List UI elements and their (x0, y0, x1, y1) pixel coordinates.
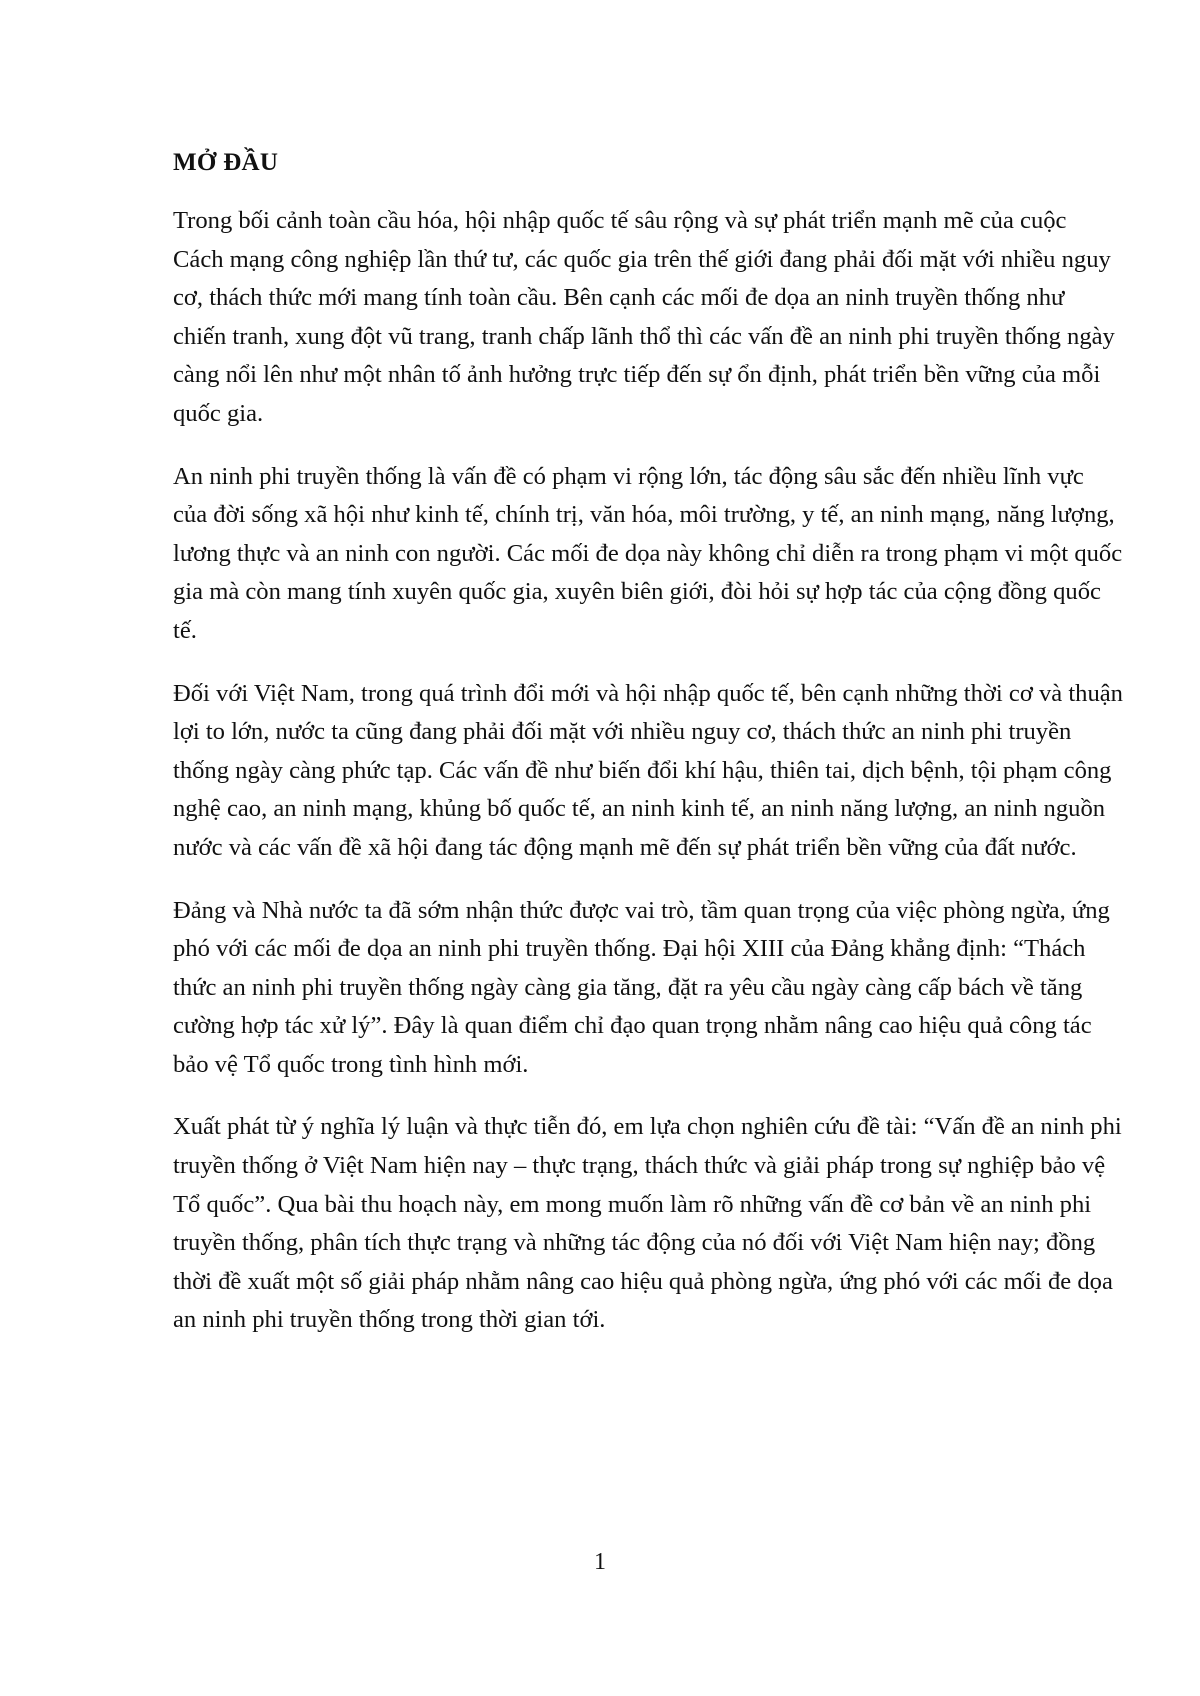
document-body (173, 148, 1123, 1364)
paragraph-4: Đảng và Nhà nước ta đã sớm nhận thức được vai trò, tầm quan trọng của việc phòng ngừa, ứng phó với các mối đe dọa an ninh phi truyền thống. Đại hội XIII của Đảng khẳng định: “Thách thức an ninh phi truyền thống ngày càng gia tăng, đặt ra yêu cầu ngày càng cấp bách về tăng cường hợp tác xử lý”. Đây là quan điểm chỉ đạo quan trọng nhằm nâng cao hiệu quả công tác bảo vệ Tổ quốc trong tình hình mới. (173, 896, 1110, 1078)
paragraph-5: Xuất phát từ ý nghĩa lý luận và thực tiễn đó, em lựa chọn nghiên cứu đề tài: “Vấn đề an ninh phi truyền thống ở Việt Nam hiện nay – thực trạng, thách thức và giải pháp trong sự nghiệp bảo vệ Tổ quốc”. Qua bài thu hoạch này, em mong muốn làm rõ những vấn đề cơ bản về an ninh phi truyền thống, phân tích thực trạng và những tác động của nó đối với Việt Nam hiện nay; đồng thời đề xuất một số giải pháp nhằm nâng cao hiệu quả phòng ngừa, ứng phó với các mối đe dọa an ninh phi truyền thống trong thời gian tới. (173, 1113, 1122, 1334)
section-heading: MỞ ĐẦU (173, 149, 279, 176)
paragraph-3: Đối với Việt Nam, trong quá trình đổi mới và hội nhập quốc tế, bên cạnh những thời cơ và thuận lợi to lớn, nước ta cũng đang phải đối mặt với nhiều nguy cơ, thách thức an ninh phi truyền thống ngày càng phức tạp. Các vấn đề như biến đổi khí hậu, thiên tai, dịch bệnh, tội phạm công nghệ cao, an ninh mạng, khủng bố quốc tế, an ninh kinh tế, an ninh năng lượng, an ninh nguồn nước và các vấn đề xã hội đang tác động mạnh mẽ đến sự phát triển bền vững của đất nước. (173, 679, 1123, 861)
paragraph-1: Trong bối cảnh toàn cầu hóa, hội nhập quốc tế sâu rộng và sự phát triển mạnh mẽ của cuộc Cách mạng công nghiệp lần thứ tư, các quốc gia trên thế giới đang phải đối mặt với nhiều nguy cơ, thách thức mới mang tính toàn cầu. Bên cạnh các mối đe dọa an ninh truyền thống như chiến tranh, xung đột vũ trang, tranh chấp lãnh thổ thì các vấn đề an ninh phi truyền thống ngày càng nổi lên như một nhân tố ảnh hưởng trực tiếp đến sự ổn định, phát triển bền vững của mỗi quốc gia. (173, 207, 1115, 427)
paragraph-2: An ninh phi truyền thống là vấn đề có phạm vi rộng lớn, tác động sâu sắc đến nhiều lĩnh vực của đời sống xã hội như kinh tế, chính trị, văn hóa, môi trường, y tế, an ninh mạng, năng lượng, lương thực và an ninh con người. Các mối đe dọa này không chỉ diễn ra trong phạm vi một quốc gia mà còn mang tính xuyên quốc gia, xuyên biên giới, đòi hỏi sự hợp tác của cộng đồng quốc tế. (173, 462, 1123, 644)
page-number: 1 (594, 1549, 606, 1575)
